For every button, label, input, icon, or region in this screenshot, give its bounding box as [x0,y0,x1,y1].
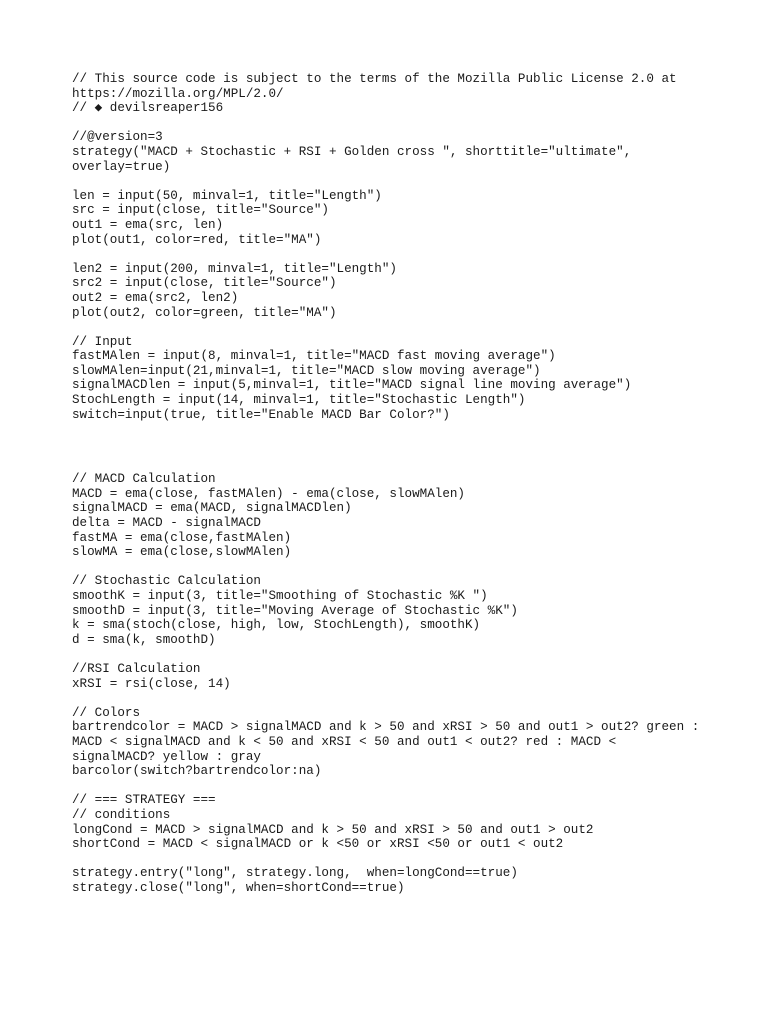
code-line: MACD = ema(close, fastMAlen) - ema(close, slowMAlen) [72,486,465,501]
ma1-block [72,189,712,247]
code-line: signalMACD? yellow : gray [72,749,261,764]
blank-line [72,247,712,262]
code-line: // ◆ devilsreaper156 [72,101,224,116]
code-line: longCond = MACD > signalMACD and k > 50 and xRSI > 50 and out1 > out2 [72,822,594,837]
code-line: len2 = input(200, minval=1, title="Length") [72,261,397,276]
code-line: out2 = ema(src2, len2) [72,290,239,305]
code-line: https://mozilla.org/MPL/2.0/ [72,86,284,101]
code-line: src = input(close, title="Source") [72,203,329,218]
blank-line [72,174,712,189]
blank-line [72,116,712,131]
code-line: out1 = ema(src, len) [72,217,224,232]
code-line: barcolor(switch?bartrendcolor:na) [72,764,322,779]
code-line: xRSI = rsi(close, 14) [72,676,231,691]
blank-line [72,320,712,335]
code-line: delta = MACD - signalMACD [72,516,261,531]
code-line: // This source code is subject to the terms of the Mozilla Public License 2.0 at [72,72,677,86]
ma2-block [72,262,712,320]
code-line: MACD < signalMACD and k < 50 and xRSI < 50 and out1 < out2? red : MACD < [72,734,617,749]
blank-line [72,779,712,794]
code-line: bartrendcolor = MACD > signalMACD and k > 50 and xRSI > 50 and out1 > out2? green : [72,720,700,735]
colors-block [72,706,712,779]
code-line: d = sma(k, smoothD) [72,632,216,647]
code-line: // conditions [72,807,171,822]
input-block [72,335,712,423]
code-line: // Input [72,334,133,349]
code-line: strategy("MACD + Stochastic + RSI + Golden cross ", shorttitle="ultimate", [72,144,632,159]
code-line: plot(out1, color=red, title="MA") [72,232,322,247]
code-line: fastMA = ema(close,fastMAlen) [72,530,292,545]
code-line: strategy.entry("long", strategy.long, when=longCond==true) [72,866,518,881]
code-line: fastMAlen = input(8, minval=1, title="MACD fast moving average") [72,349,556,364]
code-line: StochLength = input(14, minval=1, title="Stochastic Length") [72,393,526,408]
stochastic-block [72,574,712,647]
code-line: shortCond = MACD < signalMACD or k <50 or xRSI <50 or out1 < out2 [72,837,564,852]
license-header [72,72,712,116]
code-line: //@version=3 [72,130,163,145]
code-line: // Colors [72,705,141,720]
code-line: plot(out2, color=green, title="MA") [72,305,337,320]
strategy-block [72,793,712,851]
entry-block [72,866,712,895]
code-line: strategy.close("long", when=shortCond==true) [72,880,405,895]
code-line: switch=input(true, title="Enable MACD Bar Color?") [72,407,450,422]
code-line: signalMACD = ema(MACD, signalMACDlen) [72,501,352,516]
code-line: signalMACDlen = input(5,minval=1, title="MACD signal line moving average") [72,378,632,393]
blank-lines [72,422,712,472]
code-line: //RSI Calculation [72,661,201,676]
code-line: // MACD Calculation [72,472,216,487]
code-line: src2 = input(close, title="Source") [72,276,337,291]
blank-line [72,691,712,706]
blank-line [72,560,712,575]
code-line: // Stochastic Calculation [72,574,261,589]
code-line: len = input(50, minval=1, title="Length") [72,188,382,203]
code-line: smoothD = input(3, title="Moving Average of Stochastic %K") [72,603,518,618]
code-line: smoothK = input(3, title="Smoothing of Stochastic %K ") [72,589,488,603]
rsi-block [72,662,712,691]
blank-line [72,647,712,662]
version-block [72,130,712,174]
code-line: slowMAlen=input(21,minval=1, title="MACD slow moving average") [72,363,541,378]
code-line: // === STRATEGY === [72,793,216,808]
code-line: slowMA = ema(close,slowMAlen) [72,545,292,560]
macd-block [72,472,712,560]
code-line: k = sma(stoch(close, high, low, StochLength), smoothK) [72,618,481,633]
blank-line [72,852,712,867]
code-line: overlay=true) [72,159,171,174]
source-code [72,72,712,895]
